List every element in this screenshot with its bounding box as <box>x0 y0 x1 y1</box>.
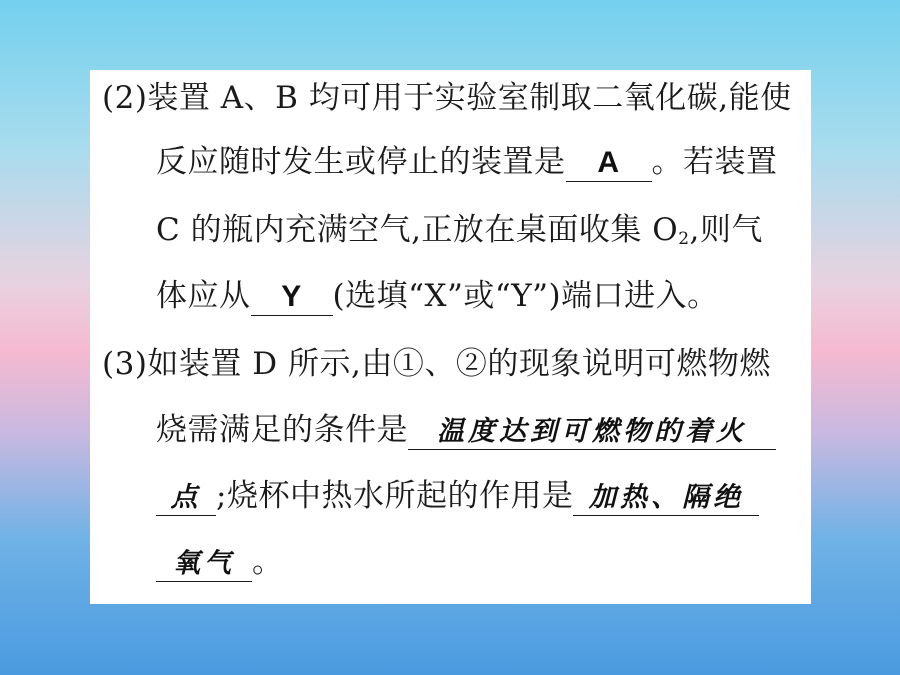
q3-line-2-text: 烧需满足的条件是 <box>156 412 408 448</box>
q2-line-2 <box>156 142 778 182</box>
q3-line-2 <box>156 410 776 450</box>
answer-blank-condition-cont <box>156 477 216 516</box>
answer-blank-condition <box>408 411 776 450</box>
q3-line-4 <box>156 542 284 582</box>
q2-line-3 <box>156 210 763 250</box>
o2-subscript: 2 <box>678 229 690 249</box>
answer-blank-device <box>566 143 652 182</box>
q3-line-4-tail: 。 <box>252 544 284 580</box>
answer-device: A <box>597 146 620 179</box>
q3-line-3 <box>156 476 759 516</box>
q3-line-3-text: ;烧杯中热水所起的作用是 <box>216 478 574 514</box>
q2-line-1-text: (2)装置 A、B 均可用于实验室制取二氧化碳,能使 <box>102 80 792 116</box>
q2-line-2-tail: 。若装置 <box>651 144 778 180</box>
q2-line-4-text: 体应从 <box>156 278 251 314</box>
q2-line-3-text: C 的瓶内充满空气,正放在桌面收集 O <box>156 212 679 248</box>
answer-water-role-cont: 氧气 <box>173 548 235 579</box>
answer-blank-port <box>251 277 333 316</box>
answer-blank-water-role-cont <box>156 543 252 582</box>
q2-line-3-tail: ,则气 <box>689 212 763 248</box>
answer-condition: 温度达到可燃物的着火 <box>437 416 747 447</box>
answer-condition-cont: 点 <box>170 482 202 513</box>
q2-line-2-text: 反应随时发生或停止的装置是 <box>156 144 566 180</box>
answer-blank-water-role <box>573 477 759 516</box>
question-card <box>90 70 811 604</box>
q3-line-1-text: (3)如装置 D 所示,由①、②的现象说明可燃物燃 <box>102 346 771 382</box>
answer-port: Y <box>281 280 302 313</box>
answer-water-role: 加热、隔绝 <box>588 482 744 513</box>
q2-line-4 <box>156 276 719 316</box>
q3-line-1 <box>102 344 771 384</box>
q2-line-4-tail: (选填“X”或“Y”)端口进入。 <box>332 278 719 314</box>
q2-line-1 <box>102 78 792 118</box>
